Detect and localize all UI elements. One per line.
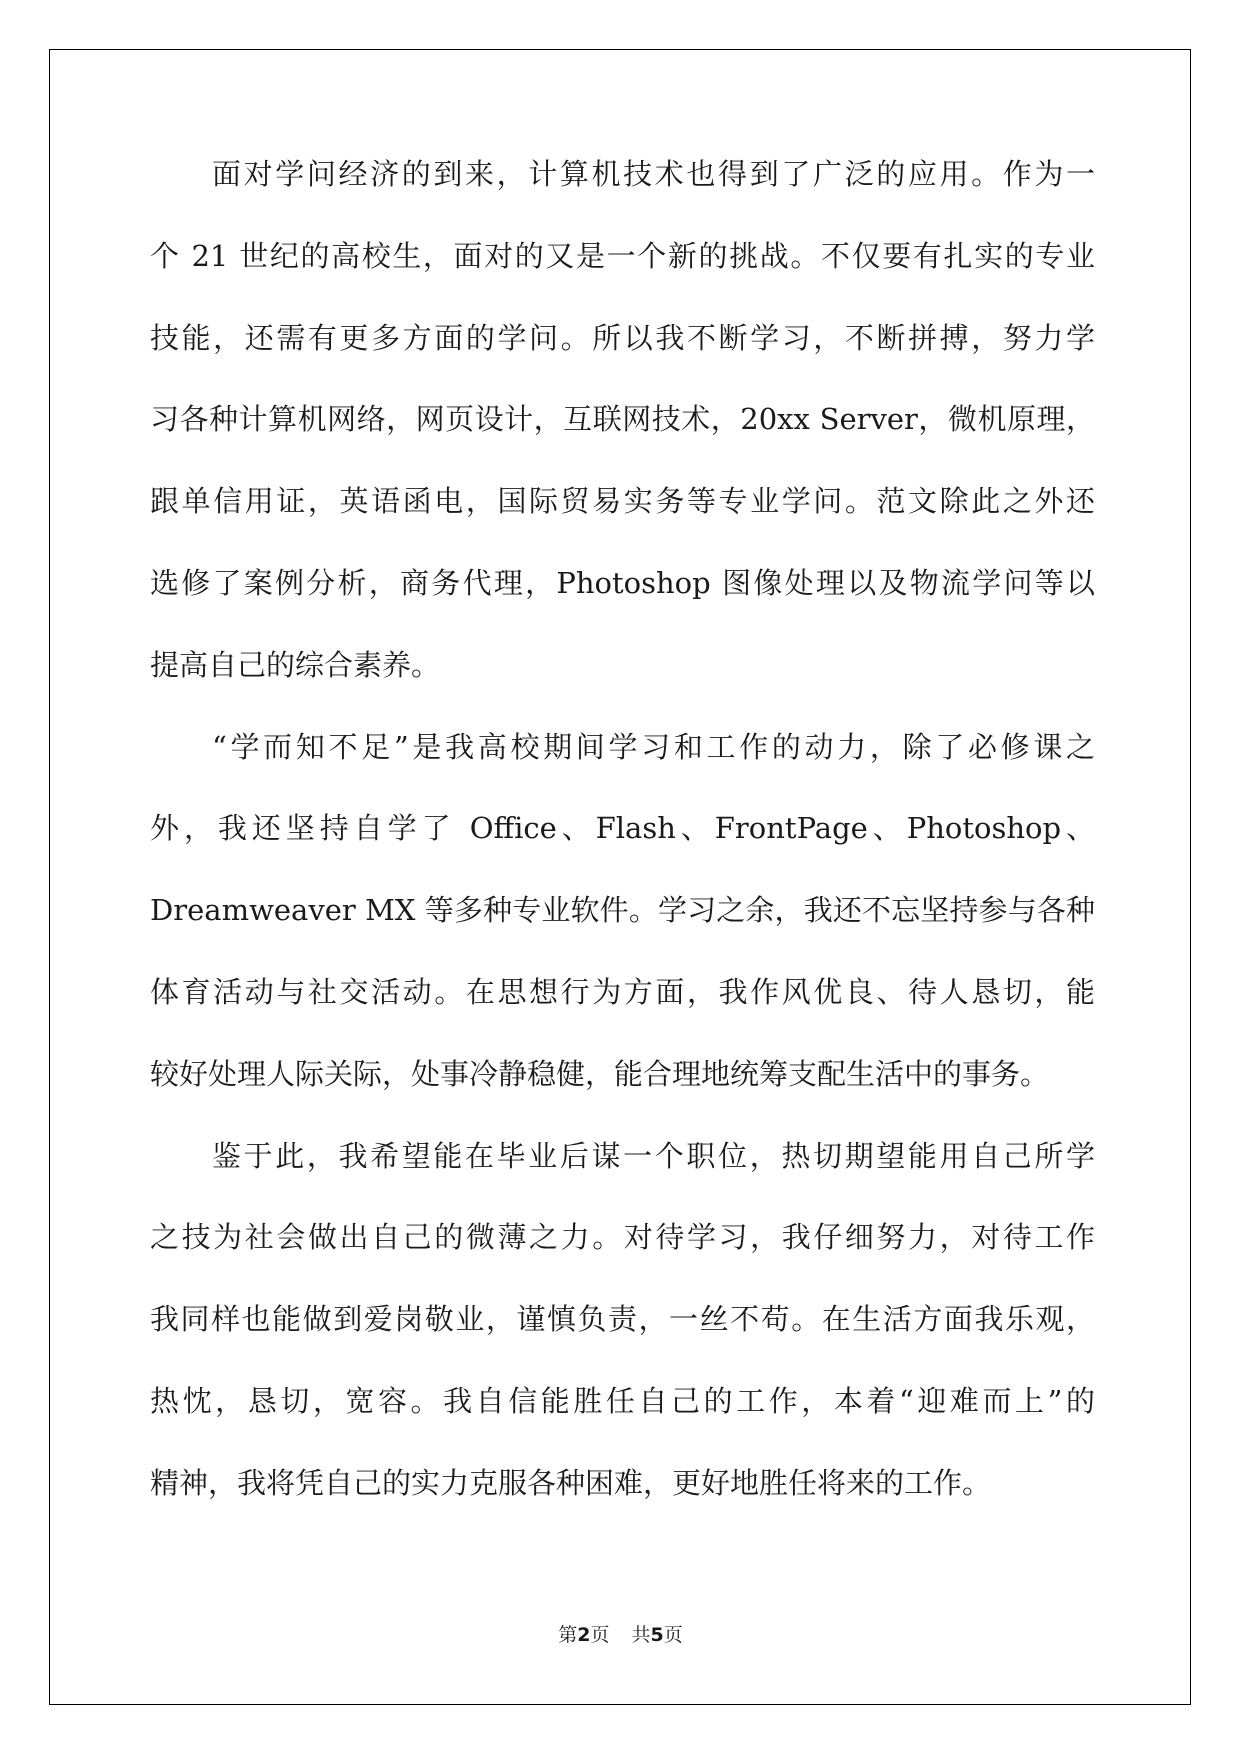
paragraph-2-line-2: 外，我还坚持自学了 Office、Flash、FrontPage、Photoshop、 — [150, 811, 1095, 846]
paragraph-1-line-1: 面对学问经济的到来，计算机技术也得到了广泛的应用。作为一 — [212, 157, 1095, 191]
page-number: 2 — [577, 1624, 591, 1646]
paragraph-3-line-3: 我同样也能做到爱岗敬业，谨慎负责，一丝不苟。在生活方面我乐观， — [150, 1302, 1095, 1337]
paragraph-1-line-6: 选修了案例分析，商务代理，Photoshop 图像处理以及物流学问等以 — [150, 565, 1095, 600]
paragraph-3-line-5: 精神，我将凭自己的实力克服各种困难，更好地胜任将来的工作。 — [150, 1465, 992, 1500]
paragraph-3-line-2: 之技为社会做出自己的微薄之力。对待学习，我仔细努力，对待工作 — [150, 1220, 1095, 1255]
total-prefix: 共 — [631, 1624, 651, 1646]
paragraph-2-line-5: 较好处理人际关际，处事冷静稳健，能合理地统筹支配生活中的事务。 — [150, 1056, 1050, 1091]
page-prefix: 第 — [558, 1624, 578, 1646]
paragraph-3-line-4: 热忱，恳切，宽容。我自信能胜任自己的工作，本着“迎难而上”的 — [150, 1383, 1095, 1418]
paragraph-1-line-5: 跟单信用证，英语函电，国际贸易实务等专业学问。范文除此之外还 — [150, 484, 1095, 519]
document-body — [150, 152, 1095, 1543]
page-suffix: 页 — [590, 1624, 610, 1646]
total-suffix: 页 — [663, 1624, 683, 1646]
paragraph-2-line-1: “学而知不足”是我高校期间学习和工作的动力，除了必修课之 — [212, 729, 1095, 764]
paragraph-3-line-1: 鉴于此，我希望能在毕业后谋一个职位，热切期望能用自己所学 — [212, 1138, 1095, 1173]
paragraph-1-line-3: 技能，还需有更多方面的学问。所以我不断学习，不断拼搏，努力学 — [150, 320, 1095, 355]
paragraph-2-line-3: Dreamweaver MX 等多种专业软件。学习之余，我还不忘坚持参与各种 — [150, 893, 1095, 928]
paragraph-1-line-4: 习各种计算机网络，网页设计，互联网技术，20xx Server，微机原理， — [150, 402, 1095, 437]
paragraph-2-line-4: 体育活动与社交活动。在思想行为方面，我作风优良、待人恳切，能 — [150, 974, 1095, 1009]
paragraph-1-line-2: 个 21 世纪的高校生，面对的又是一个新的挑战。不仅要有扎实的专业 — [150, 238, 1095, 273]
total-pages: 5 — [650, 1624, 664, 1646]
page-footer — [0, 1620, 1241, 1647]
paragraph-1-line-7: 提高自己的综合素养。 — [150, 647, 441, 682]
